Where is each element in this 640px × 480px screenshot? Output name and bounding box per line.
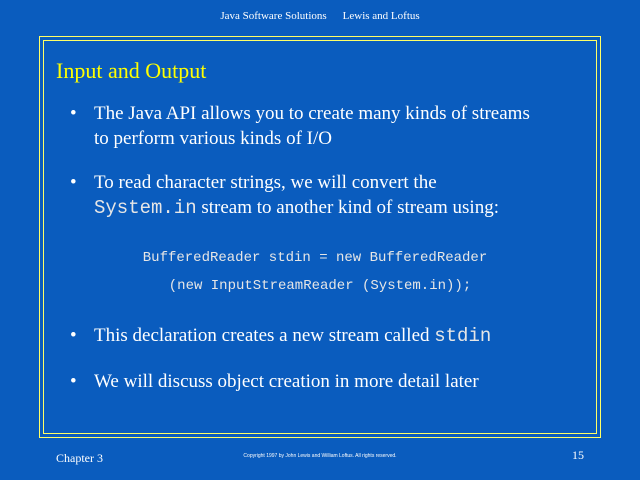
bullet-text bbox=[94, 323, 491, 349]
copyright-notice: Copyright 1997 by John Lewis and William Loftus. All rights reserved. bbox=[243, 453, 397, 459]
bullet-line: To read character strings, we will convert the bbox=[94, 172, 437, 193]
authors: Lewis and Loftus bbox=[342, 10, 420, 22]
bullet-line-rest: stream to another kind of stream using: bbox=[196, 197, 499, 218]
bullet-text bbox=[94, 101, 530, 151]
inline-code: stdin bbox=[434, 325, 492, 347]
chapter-label: Chapter 3 bbox=[56, 451, 103, 465]
code-line-2: (new InputStreamReader (System.in)); bbox=[168, 278, 472, 294]
bullet-line: The Java API allows you to create many kinds of streams bbox=[94, 103, 530, 124]
bullet-line bbox=[94, 195, 499, 221]
bullet-text: We will discuss object creation in more detail later bbox=[94, 371, 479, 392]
bullet-text bbox=[94, 170, 499, 221]
inline-code: System.in bbox=[94, 197, 197, 219]
bullet-line: to perform various kinds of I/O bbox=[94, 128, 332, 149]
bullet-dot-icon: • bbox=[70, 103, 77, 124]
page-number: 15 bbox=[572, 448, 584, 462]
bullet-dot-icon: • bbox=[70, 325, 77, 346]
slide-header bbox=[0, 10, 640, 22]
slide-title: Input and Output bbox=[56, 58, 207, 83]
bullet-dot-icon: • bbox=[70, 371, 77, 392]
code-line-1: BufferedReader stdin = new BufferedReader bbox=[142, 250, 488, 266]
book-title: Java Software Solutions bbox=[220, 10, 327, 22]
bullet-dot-icon: • bbox=[70, 172, 77, 193]
bullet-line: This declaration creates a new stream called bbox=[94, 325, 435, 346]
